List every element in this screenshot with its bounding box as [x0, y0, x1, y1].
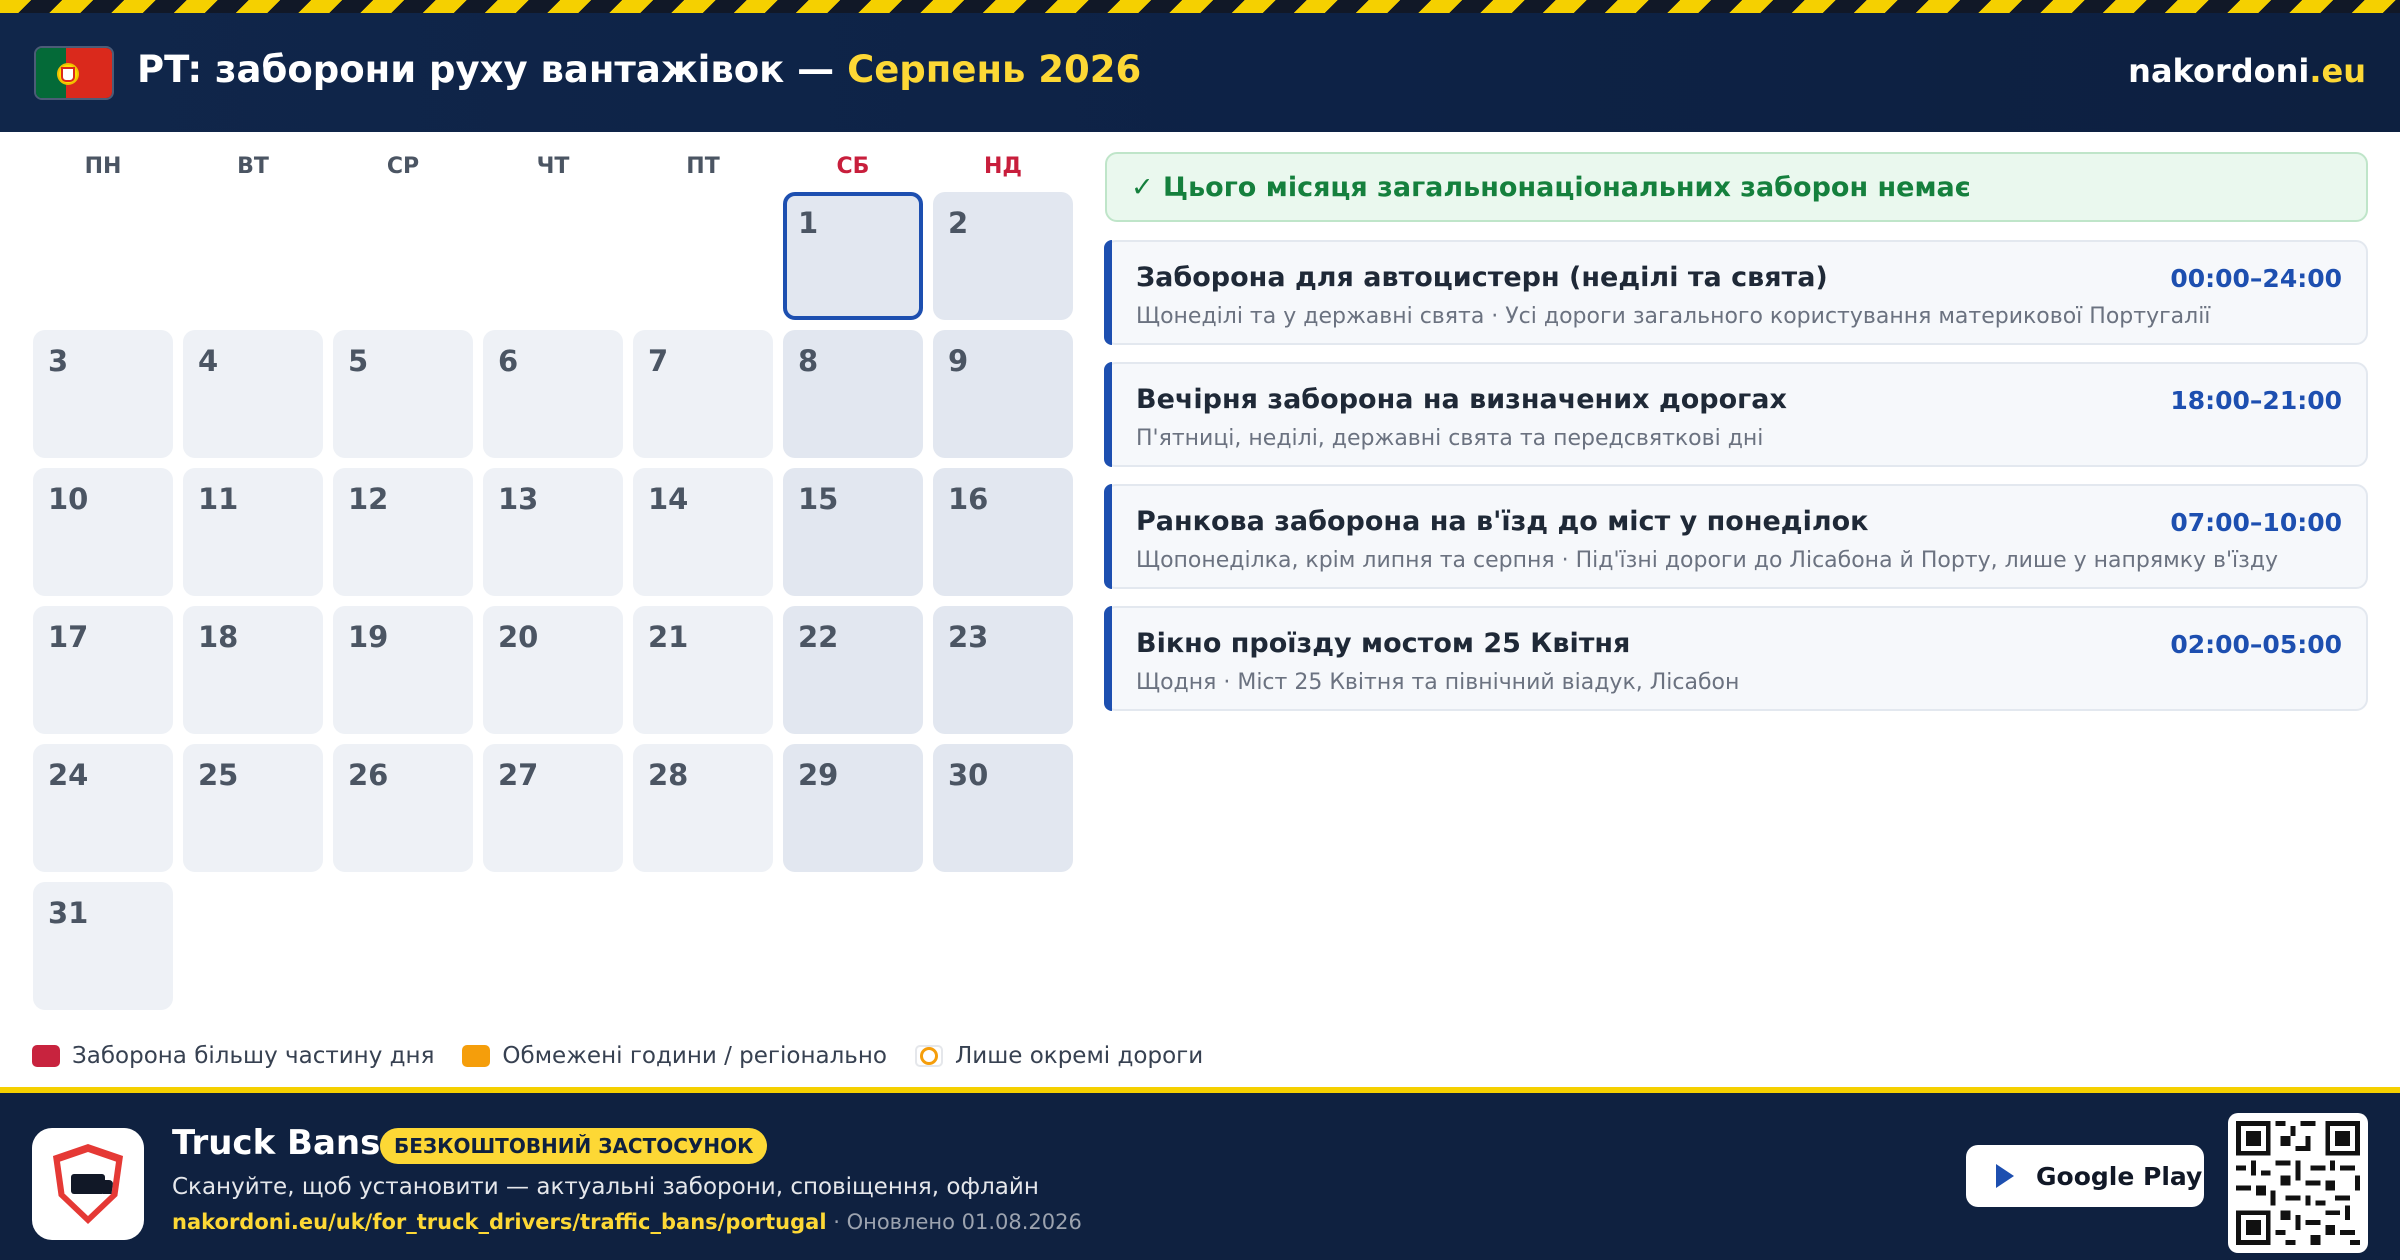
app-link-line: nakordoni.eu/uk/for_truck_drivers/traffic_bans/portugal · Оновлено 01.08.2026: [172, 1210, 1082, 1234]
calendar-day[interactable]: [933, 330, 1073, 458]
calendar-day[interactable]: [183, 606, 323, 734]
day-number: 17: [48, 620, 89, 654]
calendar-day[interactable]: [933, 744, 1073, 872]
rule-card[interactable]: [1104, 240, 2368, 345]
day-number: 10: [48, 482, 89, 516]
legend-item-ban: [32, 1043, 434, 1069]
day-number: 23: [948, 620, 989, 654]
orange-swatch-icon: [462, 1045, 490, 1067]
calendar-day[interactable]: [783, 606, 923, 734]
day-number: 29: [798, 758, 839, 792]
calendar-day[interactable]: [333, 744, 473, 872]
day-number: 11: [198, 482, 239, 516]
day-number: 9: [948, 344, 969, 378]
rule-subtitle: Щопонеділка, крім липня та серпня · Під'їзні дороги до Лісабона й Порту, лише у напрямку в'їзду: [1136, 548, 2279, 573]
legend-label: Лише окремі дороги: [954, 1043, 1204, 1069]
rule-hours: 00:00–24:00: [2170, 264, 2342, 293]
calendar-day[interactable]: [183, 330, 323, 458]
rule-card[interactable]: [1104, 484, 2368, 589]
day-number: 31: [48, 896, 89, 930]
calendar-day[interactable]: [333, 468, 473, 596]
rule-card[interactable]: [1104, 606, 2368, 711]
calendar-day[interactable]: [333, 330, 473, 458]
day-number: 8: [798, 344, 819, 378]
calendar-day[interactable]: [933, 468, 1073, 596]
calendar-day[interactable]: [633, 468, 773, 596]
calendar-day[interactable]: [633, 330, 773, 458]
day-number: 4: [198, 344, 219, 378]
legend-label: Заборона більшу частину дня: [72, 1043, 435, 1069]
legend-label: Обмежені години / регіонально: [502, 1043, 887, 1069]
day-number: 19: [348, 620, 389, 654]
truck-shield-app-icon[interactable]: [32, 1128, 144, 1240]
qr-code-icon[interactable]: [2228, 1113, 2368, 1253]
day-number: 5: [348, 344, 369, 378]
day-number: 21: [648, 620, 689, 654]
day-number: 25: [198, 758, 239, 792]
weekday-header: СР: [386, 154, 420, 179]
day-number: 14: [648, 482, 689, 516]
calendar-day[interactable]: [483, 330, 623, 458]
weekday-header: НД: [983, 154, 1022, 179]
calendar-day[interactable]: [783, 330, 923, 458]
day-number: 3: [48, 344, 69, 378]
weekday-header: СБ: [836, 154, 870, 179]
app-description: Скануйте, щоб установити — актуальні заборони, сповіщення, офлайн: [172, 1174, 1039, 1200]
ring-swatch-icon: [915, 1045, 943, 1067]
day-number: 24: [48, 758, 89, 792]
weekday-header: ПТ: [686, 154, 720, 179]
calendar-day[interactable]: [183, 468, 323, 596]
day-number: 7: [648, 344, 669, 378]
calendar-day[interactable]: [33, 882, 173, 1010]
app-name: Truck Bans: [172, 1123, 381, 1163]
rule-card[interactable]: [1104, 362, 2368, 467]
day-number: 6: [498, 344, 519, 378]
rule-subtitle: Щонеділі та у державні свята · Усі дороги загального користування материкової Португалії: [1136, 304, 2211, 329]
calendar-day[interactable]: [33, 468, 173, 596]
calendar-day[interactable]: [333, 606, 473, 734]
day-number: 18: [198, 620, 239, 654]
rule-hours: 02:00–05:00: [2170, 630, 2342, 659]
day-number: 15: [798, 482, 839, 516]
day-number: 1: [798, 206, 819, 240]
calendar-day[interactable]: [933, 606, 1073, 734]
red-swatch-icon: [32, 1045, 60, 1067]
free-app-badge: БЕЗКОШТОВНИЙ ЗАСТОСУНОК: [380, 1128, 767, 1164]
rule-title: Вікно проїзду мостом 25 Квітня: [1136, 628, 1631, 659]
day-number: 16: [948, 482, 989, 516]
legend-item-limited: [462, 1043, 887, 1069]
day-number: 27: [498, 758, 539, 792]
rule-subtitle: П'ятниці, неділі, державні свята та передсвяткові дні: [1136, 426, 1764, 451]
weekday-header: ПН: [84, 154, 122, 179]
day-number: 26: [348, 758, 389, 792]
day-number: 30: [948, 758, 989, 792]
day-number: 12: [348, 482, 389, 516]
rule-title: Ранкова заборона на в'їзд до міст у понеділок: [1136, 506, 1869, 537]
app-url-link[interactable]: nakordoni.eu/uk/for_truck_drivers/traffic_bans/portugal: [172, 1210, 827, 1234]
calendar-day[interactable]: [33, 606, 173, 734]
calendar-day[interactable]: [183, 744, 323, 872]
no-national-bans-notice: ✓ Цього місяця загальнонаціональних заборон немає: [1105, 152, 2368, 222]
calendar-day[interactable]: [933, 192, 1073, 320]
updated-date: Оновлено 01.08.2026: [846, 1210, 1082, 1234]
play-icon: [1996, 1164, 2014, 1188]
app-promo-footer: [0, 1087, 2400, 1260]
calendar-day[interactable]: [783, 744, 923, 872]
rule-subtitle: Щодня · Міст 25 Квітня та північний віадук, Лісабон: [1136, 670, 1740, 695]
calendar-day[interactable]: [33, 744, 173, 872]
day-number: 28: [648, 758, 689, 792]
brand-logo[interactable]: nakordoni.eu: [2128, 52, 2366, 90]
weekday-header: ВТ: [237, 154, 269, 179]
calendar-day[interactable]: [783, 468, 923, 596]
legend-item-roads: [915, 1043, 1203, 1069]
day-number: 13: [498, 482, 539, 516]
rule-hours: 18:00–21:00: [2170, 386, 2342, 415]
page-header: [0, 13, 2400, 132]
calendar-day[interactable]: [633, 744, 773, 872]
calendar-day[interactable]: [483, 744, 623, 872]
portugal-flag-icon: [34, 46, 114, 100]
rule-hours: 07:00–10:00: [2170, 508, 2342, 537]
calendar-day[interactable]: [783, 192, 923, 320]
calendar-day[interactable]: [483, 468, 623, 596]
calendar-day[interactable]: [483, 606, 623, 734]
weekday-header: ЧТ: [536, 154, 570, 179]
calendar-day[interactable]: [633, 606, 773, 734]
legend: [32, 1043, 1231, 1069]
title-main: PT: заборони руху вантажівок —: [137, 48, 835, 91]
rule-title: Заборона для автоцистерн (неділі та свята): [1136, 262, 1828, 293]
calendar-day[interactable]: [33, 330, 173, 458]
hazard-stripe: [0, 0, 2400, 13]
day-number: 20: [498, 620, 539, 654]
day-number: 2: [948, 206, 969, 240]
google-play-button[interactable]: Google Play: [1966, 1145, 2204, 1207]
title-month: Серпень 2026: [847, 48, 1142, 91]
rule-title: Вечірня заборона на визначених дорогах: [1136, 384, 1787, 415]
page-title: [137, 48, 1141, 91]
day-number: 22: [798, 620, 839, 654]
